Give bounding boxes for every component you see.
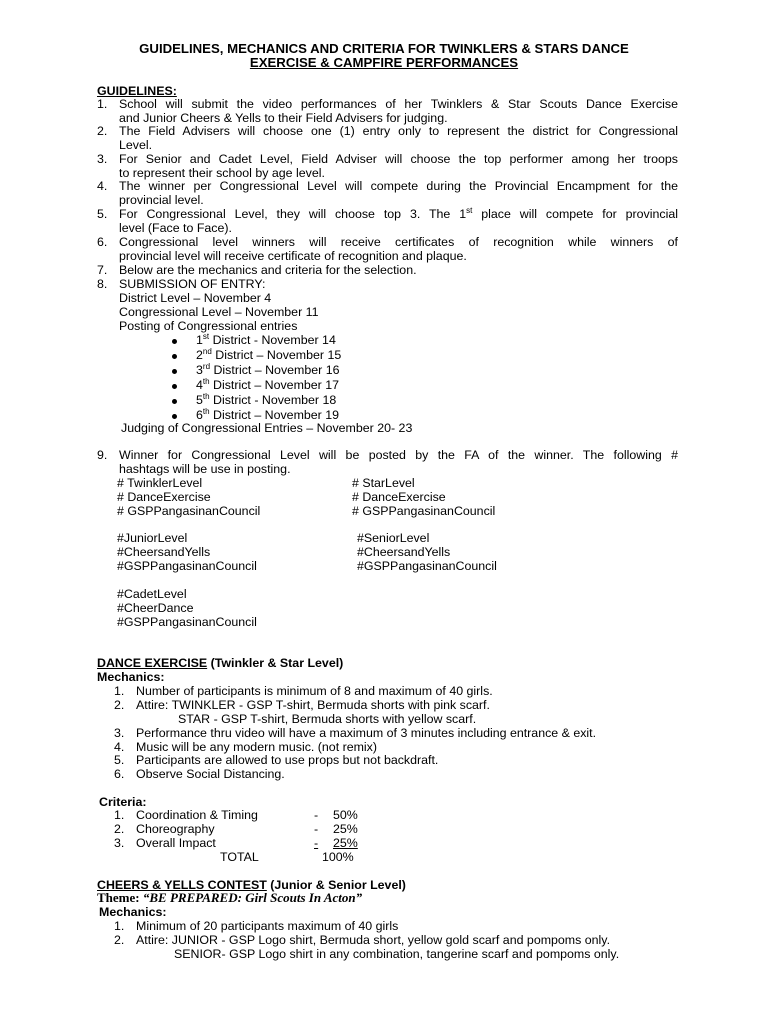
hashtag-senior-3: #GSPPangasinanCouncil [357, 559, 497, 573]
criteria-name-2: Choreography [136, 822, 215, 836]
guideline-number-2: 2. [97, 124, 108, 138]
district-ordinal: st [202, 332, 210, 341]
cheers-yells-title: CHEERS & YELLS CONTEST [97, 878, 267, 892]
cheers-mechanic-2: Attire: JUNIOR - GSP Logo shirt, Bermuda short, yellow gold scarf and pompoms only. [136, 933, 611, 947]
guideline-5-line1-rest: place will compete for provincial [472, 207, 678, 221]
criteria-dash-3: - [314, 836, 319, 850]
hashtag-cadet-2: #CheerDance [117, 601, 194, 615]
dance-mechanic-number-1: 1. [114, 684, 125, 698]
criteria-dash-2: - [314, 822, 319, 836]
guideline-6-line1: Congressional level winners will receive certificates of recognition while winners of [119, 235, 678, 249]
criteria-percent-3: 25% [333, 836, 358, 850]
district-schedule-6 [196, 408, 339, 422]
hashtag-star-3: # GSPPangasinanCouncil [352, 504, 496, 518]
cheers-theme [97, 891, 362, 905]
submission-congressional: Congressional Level – November 11 [119, 305, 319, 319]
district-schedule-1 [196, 333, 336, 347]
guideline-2-line1: The Field Advisers will choose one (1) entry only to represent the district for Congressional [119, 124, 678, 138]
submission-posting: Posting of Congressional entries [119, 319, 298, 333]
guideline-1-line1: School will submit the video performances of her Twinklers & Star Scouts Dance Exercise [119, 97, 678, 111]
district-schedule-2 [196, 348, 341, 362]
dance-mechanic-number-2: 2. [114, 698, 125, 712]
guideline-number-1: 1. [97, 97, 108, 111]
guideline-4-line1: The winner per Congressional Level will compete during the Provincial Encampment for the [119, 179, 678, 193]
district-schedule-4 [196, 378, 339, 392]
bullet-icon [172, 384, 177, 389]
document-title-line2: EXERCISE & CAMPFIRE PERFORMANCES [249, 55, 519, 70]
dance-mechanic-number-5: 4. [114, 740, 125, 754]
cheers-mechanic-number-1: 1. [114, 919, 125, 933]
district-number: 1 [196, 333, 203, 347]
hashtag-star-2: # DanceExercise [352, 490, 446, 504]
cheers-yells-level: (Junior & Senior Level) [266, 878, 406, 892]
hashtag-star-1: # StarLevel [352, 476, 415, 490]
cheers-mechanic-3: SENIOR- GSP Logo shirt in any combination, tangerine scarf and pompoms only. [174, 947, 620, 961]
cheers-theme-value: “BE PREPARED: Girl Scouts In Acton” [142, 890, 363, 905]
criteria-percent-1: 50% [333, 808, 358, 822]
dance-mechanic-number-4: 3. [114, 726, 125, 740]
hashtag-twinkler-2: # DanceExercise [117, 490, 211, 504]
guideline-6-line2: provincial level will receive certificate of recognition and plaque. [119, 249, 467, 263]
hashtag-senior-1: #SeniorLevel [357, 531, 430, 545]
hashtag-senior-2: #CheersandYells [357, 545, 451, 559]
submission-district: District Level – November 4 [119, 291, 272, 305]
district-date: District – November 15 [211, 348, 342, 362]
cheers-mechanic-1: Minimum of 20 participants maximum of 40 girls [136, 919, 399, 933]
guideline-number-6: 6. [97, 235, 108, 249]
guideline-number-7: 7. [97, 263, 108, 277]
district-date: District – November 19 [209, 408, 340, 422]
dance-mechanic-7: Observe Social Distancing. [136, 767, 285, 781]
cheers-theme-label: Theme: [97, 890, 143, 905]
dance-mechanic-1: Number of participants is minimum of 8 and maximum of 40 girls. [136, 684, 493, 698]
guideline-1-line2: and Junior Cheers & Yells to their Field Advisers for judging. [119, 111, 448, 125]
dance-mechanic-3: STAR - GSP T-shirt, Bermuda shorts with yellow scarf. [178, 712, 477, 726]
hashtag-cadet-1: #CadetLevel [117, 587, 187, 601]
criteria-number-3: 3. [114, 836, 125, 850]
district-ordinal: rd [202, 362, 211, 371]
guideline-number-3: 3. [97, 152, 108, 166]
guidelines-heading: GUIDELINES: [97, 84, 177, 98]
dance-mechanic-number-6: 5. [114, 753, 125, 767]
district-number: 4 [196, 378, 203, 392]
district-ordinal: th [202, 392, 210, 401]
district-ordinal: nd [202, 347, 212, 356]
hashtag-junior-2: #CheersandYells [117, 545, 211, 559]
dance-exercise-heading [97, 656, 343, 670]
district-number: 2 [196, 348, 203, 362]
guideline-3-line2: to represent their school by age level. [119, 166, 325, 180]
cheers-mechanic-number-2: 2. [114, 933, 125, 947]
district-ordinal: th [202, 377, 210, 386]
document-title-line1: GUIDELINES, MECHANICS AND CRITERIA FOR TWINKLERS & STARS DANCE [139, 41, 629, 56]
dance-criteria-label: Criteria: [99, 795, 147, 809]
district-date: District - November 18 [209, 393, 337, 407]
guideline-5-line1 [119, 207, 678, 221]
guideline-number-5: 5. [97, 207, 108, 221]
district-number: 5 [196, 393, 203, 407]
dance-mechanics-label: Mechanics: [97, 670, 165, 684]
guideline-8-line1: SUBMISSION OF ENTRY: [119, 277, 266, 291]
bullet-icon [172, 369, 177, 374]
guideline-5-line1-start: For Congressional Level, they will choose top 3. The 1 [119, 207, 467, 221]
hashtag-junior-1: #JuniorLevel [117, 531, 188, 545]
dance-mechanic-number-7: 6. [114, 767, 125, 781]
dance-exercise-title: DANCE EXERCISE [97, 656, 208, 670]
hashtag-cadet-3: #GSPPangasinanCouncil [117, 615, 257, 629]
district-number: 6 [196, 408, 203, 422]
guideline-5-ordinal: st [466, 206, 473, 215]
criteria-name-1: Coordination & Timing [136, 808, 258, 822]
guideline-3-line1: For Senior and Cadet Level, Field Adviser will choose the top performer among her troops [119, 152, 678, 166]
criteria-name-3: Overall Impact [136, 836, 216, 850]
criteria-number-1: 1. [114, 808, 125, 822]
guideline-7-line1: Below are the mechanics and criteria for the selection. [119, 263, 417, 277]
dance-mechanic-5: Music will be any modern music. (not remix) [136, 740, 377, 754]
cheers-mechanics-label: Mechanics: [99, 905, 167, 919]
bullet-icon [172, 339, 177, 344]
district-schedule-5 [196, 393, 336, 407]
guideline-number-4: 4. [97, 179, 108, 193]
hashtag-twinkler-1: # TwinklerLevel [117, 476, 203, 490]
criteria-total-value: 100% [322, 850, 354, 864]
guideline-4-line2: provincial level. [119, 193, 204, 207]
hashtag-junior-3: #GSPPangasinanCouncil [117, 559, 257, 573]
criteria-dash-1: - [314, 808, 319, 822]
district-date: District - November 14 [209, 333, 336, 347]
district-ordinal: th [202, 407, 210, 416]
dance-mechanic-6: Participants are allowed to use props but not backdraft. [136, 753, 439, 767]
dance-mechanic-2: Attire: TWINKLER - GSP T-shirt, Bermuda shorts with pink scarf. [136, 698, 490, 712]
guideline-9-line2: hashtags will be use in posting. [119, 462, 291, 476]
guideline-number-9: 9. [97, 448, 108, 462]
criteria-percent-2: 25% [333, 822, 358, 836]
criteria-total-label: TOTAL [220, 850, 259, 864]
hashtag-twinkler-3: # GSPPangasinanCouncil [117, 504, 261, 518]
guideline-5-line2: level (Face to Face). [119, 221, 232, 235]
district-date: District – November 17 [209, 378, 340, 392]
submission-judging: Judging of Congressional Entries – November 20- 23 [121, 421, 413, 435]
bullet-icon [172, 354, 177, 359]
guideline-2-line2: Level. [119, 138, 153, 152]
district-number: 3 [196, 363, 203, 377]
district-date: District – November 16 [210, 363, 340, 377]
guideline-number-8: 8. [97, 277, 108, 291]
bullet-icon [172, 414, 177, 419]
guideline-9-line1: Winner for Congressional Level will be posted by the FA of the winner. The following # [119, 448, 678, 462]
criteria-number-2: 2. [114, 822, 125, 836]
dance-exercise-level: (Twinkler & Star Level) [207, 656, 344, 670]
bullet-icon [172, 399, 177, 404]
dance-mechanic-4: Performance thru video will have a maximum of 3 minutes including entrance & exit. [136, 726, 597, 740]
district-schedule-3 [196, 363, 340, 377]
